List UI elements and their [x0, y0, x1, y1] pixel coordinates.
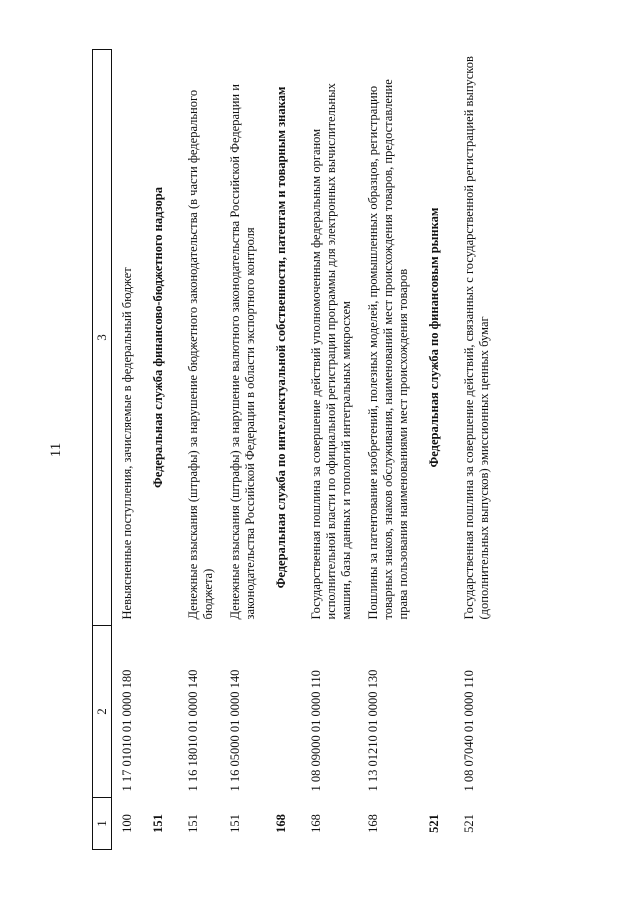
admin-code: 521: [462, 814, 476, 833]
table-row: [178, 50, 220, 850]
column-number-row: [93, 50, 112, 850]
rotated-document-page: [40, 40, 600, 860]
revenue-code: 1 16 18010 01 0000 140: [186, 669, 200, 792]
column-header-2: 2: [93, 626, 112, 798]
revenue-code: 1 17 01010 01 0000 180: [120, 669, 134, 792]
revenue-code: 1 16 05000 01 0000 140: [228, 669, 242, 792]
revenue-name: Пошлины за патентование изобретений, полезных моделей, промышленных образцов, регистрацию товарных знаков, знаков обслуживания, наименований мест происхождения товаров, предоставление права пользования наименованиями мест происхождения товаров: [366, 79, 410, 620]
section-heading: Федеральная служба по финансовым рынкам: [427, 207, 441, 468]
revenue-code: 1 08 07040 01 0000 110: [462, 670, 476, 792]
section-heading: Федеральная служба финансово-бюджетного надзора: [151, 186, 165, 489]
revenue-code: 1 13 01210 01 0000 130: [366, 669, 380, 792]
revenue-codes-table: [92, 49, 496, 850]
page-number: 11: [48, 442, 64, 458]
revenue-code: [139, 626, 178, 798]
table-row: [301, 50, 358, 850]
table-row: [112, 50, 140, 850]
admin-code: 168: [366, 814, 380, 833]
admin-code: 168: [274, 814, 288, 833]
admin-code: 100: [120, 814, 134, 833]
table-row: [220, 50, 262, 850]
table-row: [454, 50, 496, 850]
section-row: [262, 50, 301, 850]
revenue-name: Государственная пошлина за совершение действий, связанных с государственной регистрацией выпусков (дополнительных выпусков) эмиссионных ценных бумаг: [462, 56, 491, 620]
admin-code: 151: [186, 814, 200, 833]
revenue-name: Государственная пошлина за совершение действий уполномоченным федеральным органом исполнительной власти по официальной регистрации программы для электронных вычислительных машин, базы данных и топологий интегральных микросхем: [309, 83, 353, 620]
column-header-1: 1: [93, 798, 112, 850]
section-row: [415, 50, 454, 850]
column-header-3: 3: [93, 50, 112, 626]
revenue-code: [415, 626, 454, 798]
section-row: [139, 50, 178, 850]
admin-code: 521: [427, 814, 441, 833]
revenue-code: [262, 626, 301, 798]
admin-code: 151: [151, 814, 165, 833]
revenue-code: 1 08 09000 01 0000 110: [309, 670, 323, 792]
section-heading: Федеральная служба по интеллектуальной собственности, патентам и товарным знакам: [274, 86, 288, 589]
revenue-name: Денежные взыскания (штрафы) за нарушение бюджетного законодательства (в части федерального бюджета): [186, 89, 215, 620]
revenue-name: Невыясненные поступления, зачисляемые в федеральный бюджет: [120, 267, 134, 620]
table-row: [358, 50, 415, 850]
admin-code: 151: [228, 814, 242, 833]
admin-code: 168: [309, 814, 323, 833]
revenue-name: Денежные взыскания (штрафы) за нарушение валютного законодательства Российской Федерации и законодательства Российской Федерации в области экспортного контроля: [228, 84, 257, 620]
